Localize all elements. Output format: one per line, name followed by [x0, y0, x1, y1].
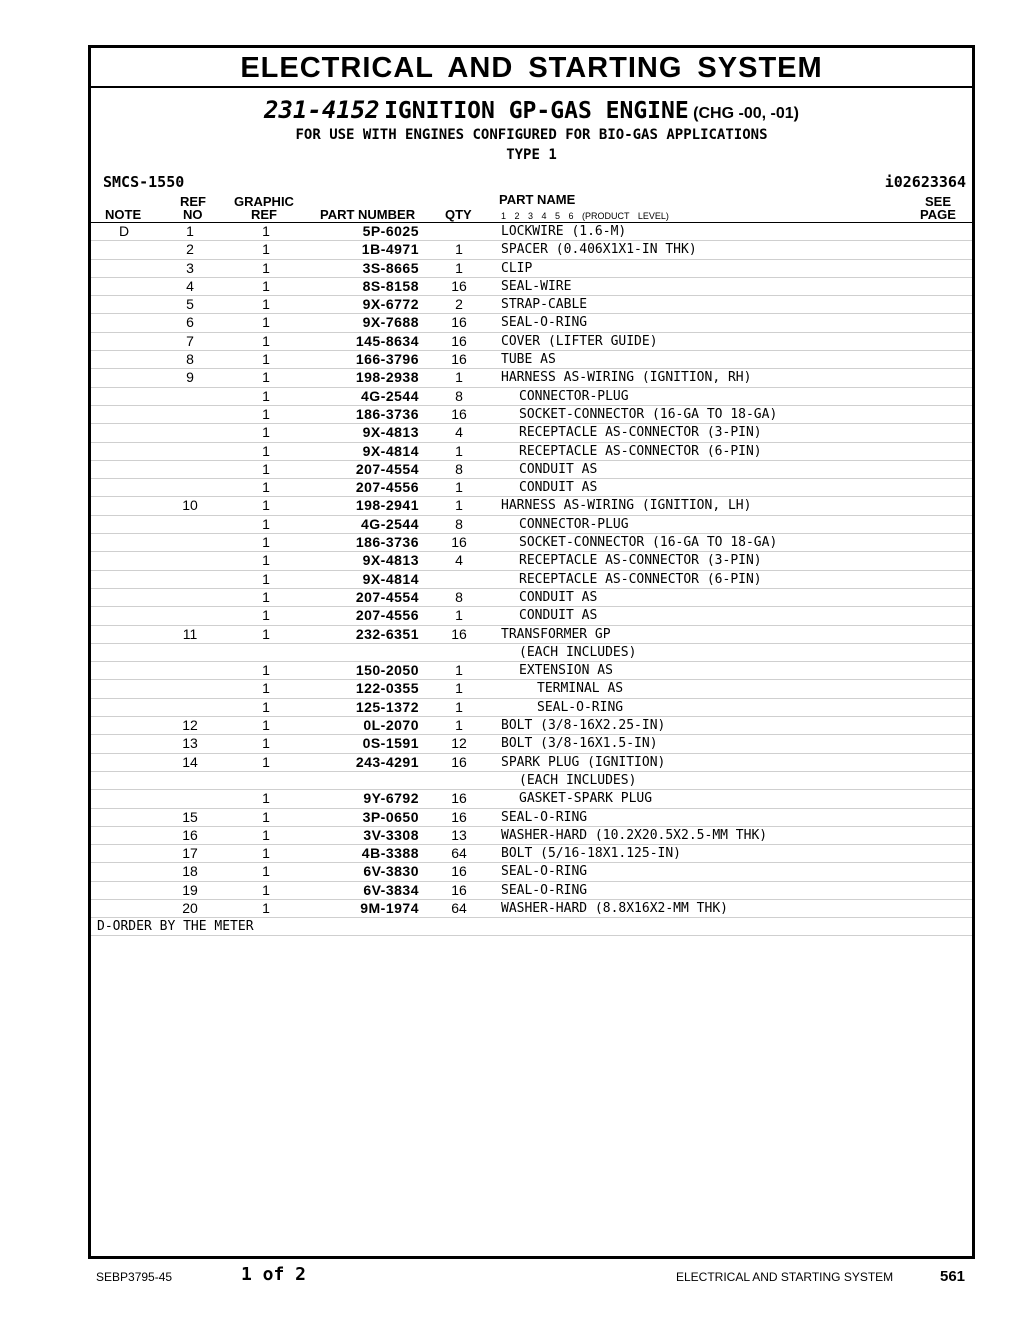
- system-title: ELECTRICAL AND STARTING SYSTEM: [91, 48, 972, 88]
- table-row: [91, 589, 972, 607]
- table-row: [91, 516, 972, 534]
- note-cell: D: [118, 223, 130, 239]
- graphic-ref-cell: 1: [262, 259, 270, 276]
- table-row: [91, 534, 972, 552]
- col-see-1: SEE: [925, 194, 952, 209]
- part-number-cell: 4G-2544: [361, 387, 419, 404]
- part-name-cell: WASHER-HARD (8.8X16X2-MM THK): [501, 900, 728, 916]
- table-row: [91, 790, 972, 808]
- part-name-cell: EXTENSION AS: [519, 663, 613, 679]
- footer-section: ELECTRICAL AND STARTING SYSTEM: [676, 1270, 894, 1284]
- table-row: [91, 571, 972, 589]
- ref-no-cell: 17: [182, 845, 198, 862]
- qty-cell: 1: [455, 607, 463, 624]
- group-change-level: (CHG -00, -01): [693, 105, 799, 122]
- qty-cell: 16: [451, 808, 467, 825]
- part-number-cell: 207-4554: [355, 588, 419, 605]
- col-part-number: PART NUMBER: [320, 207, 416, 222]
- group-number: 231-4152: [264, 96, 380, 124]
- smcs-code: SMCS-1550: [103, 173, 185, 191]
- table-row: [91, 827, 972, 845]
- part-name-cell: SEAL-O-RING: [501, 809, 588, 825]
- column-header: [91, 192, 972, 223]
- qty-cell: 8: [455, 460, 463, 477]
- ref-no-cell: 1: [186, 223, 194, 239]
- table-row: [91, 644, 972, 662]
- graphic-ref-cell: 1: [262, 387, 270, 404]
- qty-cell: 64: [451, 899, 467, 916]
- part-number-cell: 9X-4814: [362, 442, 419, 459]
- ref-no-cell: 7: [186, 332, 194, 349]
- graphic-ref-cell: 1: [262, 332, 270, 349]
- part-name-cell: TRANSFORMER GP: [501, 626, 611, 642]
- table-row: [91, 699, 972, 717]
- graphic-ref-cell: 1: [262, 680, 270, 697]
- part-number-cell: 198-2938: [355, 369, 419, 386]
- table-row: [91, 479, 972, 497]
- part-number-cell: 9X-7688: [362, 314, 419, 331]
- qty-cell: 1: [455, 259, 463, 276]
- part-number-cell: 3P-0650: [362, 808, 419, 825]
- table-row: [91, 900, 972, 918]
- qty-cell: 64: [451, 845, 467, 862]
- group-title: [91, 95, 972, 125]
- graphic-ref-cell: 1: [262, 497, 270, 514]
- group-subtitle: FOR USE WITH ENGINES CONFIGURED FOR BIO-GAS APPLICATIONS: [295, 127, 768, 143]
- table-row: [91, 497, 972, 515]
- part-number-cell: 145-8634: [355, 332, 419, 349]
- graphic-ref-cell: 1: [262, 826, 270, 843]
- graphic-ref-cell: 1: [262, 863, 270, 880]
- ref-no-cell: 3: [186, 259, 194, 276]
- graphic-ref-cell: 1: [262, 424, 270, 441]
- graphic-ref-cell: 1: [262, 808, 270, 825]
- qty-cell: 1: [455, 680, 463, 697]
- group-name: IGNITION GP-GAS ENGINE: [384, 98, 689, 124]
- part-name-cell: RECEPTACLE AS-CONNECTOR (6-PIN): [519, 443, 762, 459]
- ref-no-cell: 6: [186, 314, 194, 331]
- part-number-cell: 6V-3830: [363, 863, 419, 880]
- part-number-cell: 3V-3308: [363, 826, 419, 843]
- table-row: [91, 314, 972, 332]
- table-row: [91, 406, 972, 424]
- qty-cell: 16: [451, 863, 467, 880]
- table-row: [91, 443, 972, 461]
- qty-cell: 13: [451, 826, 467, 843]
- graphic-ref-cell: 1: [262, 552, 270, 569]
- part-number-cell: 8S-8158: [362, 277, 419, 294]
- part-number-cell: 125-1372: [355, 698, 419, 715]
- part-number-cell: 4G-2544: [361, 515, 419, 532]
- part-number-cell: 198-2941: [355, 497, 419, 514]
- table-row: [91, 333, 972, 351]
- table-row: [91, 882, 972, 900]
- graphic-ref-cell: 1: [262, 515, 270, 532]
- col-product-level: 1 2 3 4 5 6 (PRODUCT LEVEL): [501, 211, 669, 221]
- part-number-cell: 6V-3834: [363, 881, 419, 898]
- part-number-cell: 0L-2070: [363, 717, 419, 734]
- qty-cell: 16: [451, 534, 467, 551]
- graphic-ref-cell: 1: [262, 314, 270, 331]
- footer-page-of: 1 of 2: [241, 1264, 307, 1285]
- graphic-ref-cell: 1: [262, 369, 270, 386]
- table-row: [91, 754, 972, 772]
- ref-no-cell: 16: [182, 826, 198, 843]
- part-number-cell: 9X-6772: [362, 296, 419, 313]
- part-name-cell: GASKET-SPARK PLUG: [519, 791, 653, 807]
- graphic-ref-cell: 1: [262, 607, 270, 624]
- col-qty: QTY: [445, 207, 472, 222]
- part-name-cell: CONNECTOR-PLUG: [519, 388, 629, 404]
- part-name-cell: SEAL-O-RING: [501, 882, 588, 898]
- part-name-cell: COVER (LIFTER GUIDE): [501, 333, 658, 349]
- id-line: [91, 172, 972, 192]
- part-name-cell: (EACH INCLUDES): [519, 644, 637, 660]
- part-name-cell: HARNESS AS-WIRING (IGNITION, RH): [501, 370, 752, 386]
- table-row: [91, 680, 972, 698]
- part-name-cell: SEAL-O-RING: [501, 864, 588, 880]
- qty-cell: 1: [455, 442, 463, 459]
- table-row: [91, 809, 972, 827]
- ref-no-cell: 19: [182, 881, 198, 898]
- part-name-cell: CONNECTOR-PLUG: [519, 516, 629, 532]
- ref-no-cell: 13: [182, 735, 198, 752]
- graphic-ref-cell: 1: [262, 405, 270, 422]
- part-name-cell: RECEPTACLE AS-CONNECTOR (3-PIN): [519, 425, 762, 441]
- ref-no-cell: 12: [182, 717, 198, 734]
- qty-cell: 1: [455, 241, 463, 258]
- table-row: [91, 278, 972, 296]
- col-note: NOTE: [105, 207, 142, 222]
- ref-no-cell: 9: [186, 369, 194, 386]
- qty-cell: 1: [455, 497, 463, 514]
- qty-cell: 16: [451, 790, 467, 807]
- part-name-cell: HARNESS AS-WIRING (IGNITION, LH): [501, 498, 752, 514]
- part-number-cell: 9Y-6792: [363, 790, 419, 807]
- qty-cell: 8: [455, 515, 463, 532]
- part-number-cell: 9X-4813: [362, 424, 419, 441]
- col-graphic-1: GRAPHIC: [234, 194, 294, 209]
- part-name-cell: SEAL-WIRE: [501, 278, 572, 294]
- part-name-cell: CONDUIT AS: [519, 461, 598, 477]
- ref-no-cell: 14: [182, 753, 198, 770]
- qty-cell: 16: [451, 277, 467, 294]
- table-row: [91, 607, 972, 625]
- part-number-cell: 207-4556: [355, 479, 419, 496]
- part-number-cell: 1B-4971: [361, 241, 419, 258]
- part-number-cell: 122-0355: [355, 680, 419, 697]
- graphic-ref-cell: 1: [262, 662, 270, 679]
- qty-cell: 1: [455, 662, 463, 679]
- table-row: [91, 845, 972, 863]
- ref-no-cell: 8: [186, 351, 194, 368]
- part-name-cell: STRAP-CABLE: [501, 297, 588, 313]
- table-row: [91, 772, 972, 790]
- qty-cell: 12: [451, 735, 467, 752]
- qty-cell: 1: [455, 369, 463, 386]
- col-ref-1: REF: [180, 194, 206, 209]
- page-footer: [0, 1262, 1020, 1292]
- part-number-cell: 9M-1974: [360, 899, 419, 916]
- table-row: [91, 461, 972, 479]
- table-row: [91, 552, 972, 570]
- graphic-ref-cell: 1: [262, 790, 270, 807]
- table-row: [91, 388, 972, 406]
- ref-no-cell: 2: [186, 241, 194, 258]
- graphic-ref-cell: 1: [262, 277, 270, 294]
- ref-no-cell: 15: [182, 808, 198, 825]
- part-name-cell: SOCKET-CONNECTOR (16-GA TO 18-GA): [519, 535, 778, 551]
- part-number-cell: 5P-6025: [362, 223, 419, 239]
- graphic-ref-cell: 1: [262, 881, 270, 898]
- table-row: [91, 735, 972, 753]
- part-number-cell: 0S-1591: [362, 735, 419, 752]
- graphic-ref-cell: 1: [262, 735, 270, 752]
- ref-no-cell: 5: [186, 296, 194, 313]
- table-row: [91, 863, 972, 881]
- graphic-ref-cell: 1: [262, 479, 270, 496]
- graphic-ref-cell: 1: [262, 534, 270, 551]
- col-see-2: PAGE: [920, 207, 956, 222]
- part-name-cell: CONDUIT AS: [519, 480, 598, 496]
- graphic-ref-cell: 1: [262, 717, 270, 734]
- table-row: [91, 241, 972, 259]
- qty-cell: 1: [455, 479, 463, 496]
- part-name-cell: (EACH INCLUDES): [519, 772, 637, 788]
- part-name-cell: TERMINAL AS: [537, 681, 624, 697]
- qty-cell: 1: [455, 698, 463, 715]
- part-name-cell: RECEPTACLE AS-CONNECTOR (6-PIN): [519, 571, 762, 587]
- part-number-cell: 4B-3388: [361, 845, 419, 862]
- part-number-cell: 186-3736: [355, 534, 419, 551]
- part-number-cell: 9X-4814: [362, 570, 419, 587]
- graphic-ref-cell: 1: [262, 698, 270, 715]
- col-graphic-2: REF: [251, 207, 277, 222]
- qty-cell: 2: [455, 296, 463, 313]
- graphic-ref-cell: 1: [262, 588, 270, 605]
- qty-cell: 16: [451, 332, 467, 349]
- part-name-cell: TUBE AS: [501, 352, 556, 368]
- part-number-cell: 3S-8665: [362, 259, 419, 276]
- part-number-cell: 207-4556: [355, 607, 419, 624]
- qty-cell: 8: [455, 387, 463, 404]
- table-row: [91, 351, 972, 369]
- document-id: i02623364: [884, 173, 966, 191]
- col-ref-2: NO: [183, 207, 203, 222]
- graphic-ref-cell: 1: [262, 460, 270, 477]
- parts-table: [91, 223, 972, 918]
- graphic-ref-cell: 1: [262, 351, 270, 368]
- table-row: [91, 260, 972, 278]
- part-name-cell: BOLT (3/8-16X2.25-IN): [501, 718, 666, 734]
- part-number-cell: 166-3796: [355, 351, 419, 368]
- footnote-row: [91, 918, 972, 936]
- qty-cell: 16: [451, 351, 467, 368]
- group-type: TYPE 1: [506, 147, 557, 163]
- part-name-cell: SPARK PLUG (IGNITION): [501, 754, 666, 770]
- table-row: [91, 296, 972, 314]
- qty-cell: 16: [451, 753, 467, 770]
- part-name-cell: CONDUIT AS: [519, 608, 598, 624]
- qty-cell: 16: [451, 314, 467, 331]
- table-row: [91, 626, 972, 644]
- part-name-cell: SOCKET-CONNECTOR (16-GA TO 18-GA): [519, 406, 778, 422]
- graphic-ref-cell: 1: [262, 845, 270, 862]
- ref-no-cell: 18: [182, 863, 198, 880]
- col-part-name: PART NAME: [499, 192, 576, 207]
- part-name-cell: BOLT (3/8-16X1.5-IN): [501, 736, 658, 752]
- qty-cell: 16: [451, 625, 467, 642]
- part-name-cell: WASHER-HARD (10.2X20.5X2.5-MM THK): [501, 827, 768, 843]
- graphic-ref-cell: 1: [262, 296, 270, 313]
- part-name-cell: LOCKWIRE (1.6-M): [501, 224, 627, 239]
- part-name-cell: CLIP: [501, 260, 533, 276]
- graphic-ref-cell: 1: [262, 241, 270, 258]
- part-number-cell: 243-4291: [355, 753, 419, 770]
- table-row: [91, 662, 972, 680]
- part-name-cell: RECEPTACLE AS-CONNECTOR (3-PIN): [519, 553, 762, 569]
- part-number-cell: 9X-4813: [362, 552, 419, 569]
- footnote: D-ORDER BY THE METER: [97, 919, 254, 935]
- part-number-cell: 186-3736: [355, 405, 419, 422]
- graphic-ref-cell: 1: [262, 223, 270, 239]
- qty-cell: 16: [451, 405, 467, 422]
- qty-cell: 4: [455, 424, 463, 441]
- ref-no-cell: 4: [186, 277, 194, 294]
- table-row: [91, 717, 972, 735]
- part-number-cell: 207-4554: [355, 460, 419, 477]
- part-name-cell: CONDUIT AS: [519, 589, 598, 605]
- ref-no-cell: 10: [182, 497, 198, 514]
- part-name-cell: SPACER (0.406X1X1-IN THK): [501, 242, 697, 258]
- graphic-ref-cell: 1: [262, 570, 270, 587]
- part-number-cell: 150-2050: [355, 662, 419, 679]
- table-row: [91, 223, 972, 241]
- part-name-cell: BOLT (5/16-18X1.125-IN): [501, 846, 682, 862]
- part-number-cell: 232-6351: [355, 625, 419, 642]
- part-name-cell: SEAL-O-RING: [537, 699, 624, 715]
- table-row: [91, 424, 972, 442]
- graphic-ref-cell: 1: [262, 753, 270, 770]
- graphic-ref-cell: 1: [262, 442, 270, 459]
- part-name-cell: SEAL-O-RING: [501, 315, 588, 331]
- qty-cell: 8: [455, 588, 463, 605]
- footer-page-number: 561: [940, 1268, 966, 1285]
- footer-doc-number: SEBP3795-45: [96, 1270, 173, 1284]
- qty-cell: 1: [455, 717, 463, 734]
- qty-cell: 4: [455, 552, 463, 569]
- graphic-ref-cell: 1: [262, 899, 270, 916]
- graphic-ref-cell: 1: [262, 625, 270, 642]
- qty-cell: 16: [451, 881, 467, 898]
- ref-no-cell: 11: [182, 625, 198, 642]
- parts-list-frame: [88, 45, 975, 1259]
- ref-no-cell: 20: [182, 899, 198, 916]
- table-row: [91, 369, 972, 387]
